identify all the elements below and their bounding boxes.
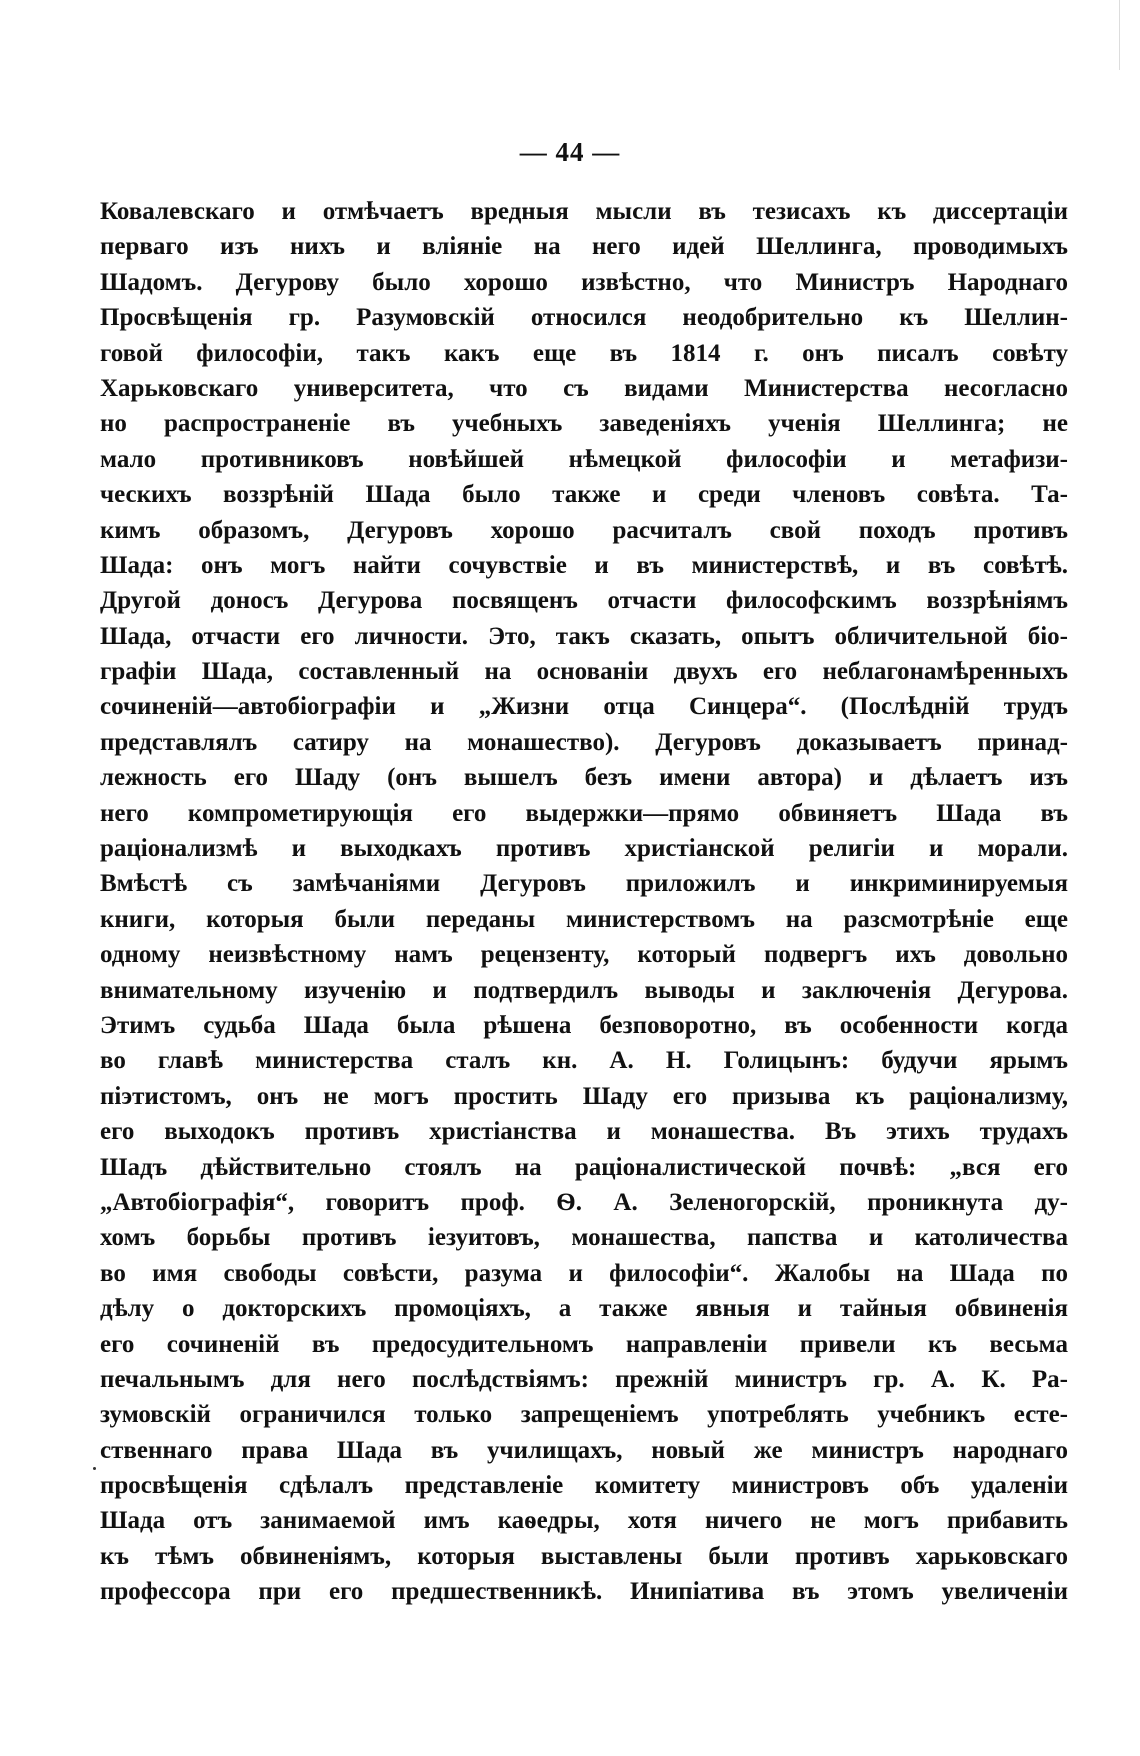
text-line: Шада: онъ могъ найти сочувствіе и въ министерствѣ, и въ совѣтѣ. (100, 551, 1068, 579)
text-line: Вмѣстѣ съ замѣчаніями Дегуровъ приложилъ и инкриминируемыя (100, 870, 1068, 898)
page-number: — 44 — (519, 137, 621, 167)
text-line: Шада отъ занимаемой имъ каѳедры, хотя ничего не могъ прибавить (100, 1507, 1068, 1535)
text-line: Другой доносъ Дегурова посвященъ отчасти философскимъ воззрѣніямъ (100, 587, 1068, 615)
text-line: во имя свободы совѣсти, разума и философіи“. Жалобы на Шада по (100, 1259, 1068, 1287)
text-line: лежность его Шаду (онъ вышелъ безъ имени автора) и дѣлаетъ изъ (100, 764, 1068, 792)
text-line: его выходокъ противъ христіанства и монашества. Въ этихъ трудахъ (100, 1118, 1068, 1146)
text-line: „Автобіографія“, говоритъ проф. Ѳ. А. Зеленогорскій, проникнута ду- (100, 1188, 1068, 1216)
text-line: сочиненій—автобіографіи и „Жизни отца Синцера“. (Послѣдній трудъ (100, 693, 1068, 721)
text-line: просвѣщенія сдѣлалъ представленіе комитету министровъ объ удаленіи (100, 1472, 1068, 1500)
text-line: къ тѣмъ обвиненіямъ, которыя выставлены были противъ харьковскаго (100, 1542, 1068, 1570)
body-text (100, 194, 1068, 1610)
text-line: его сочиненій въ предосудительномъ направленіи привели къ весьма (100, 1330, 1068, 1358)
text-line: Шадомъ. Дегурову было хорошо извѣстно, что Министръ Народнаго (100, 268, 1068, 296)
text-line: хомъ борьбы противъ іезуитовъ, монашества, папства и католичества (100, 1224, 1068, 1252)
text-line: Харьковскаго университета, что съ видами Министерства несогласно (100, 374, 1068, 402)
text-line: книги, которыя были переданы министерствомъ на разсмотрѣніе еще (100, 905, 1068, 933)
text-line: Ковалевскаго и отмѣчаетъ вредныя мысли въ тезисахъ къ диссертаціи (100, 198, 1068, 225)
text-line: перваго изъ нихъ и вліяніе на него идей Шеллинга, проводимыхъ (100, 233, 1068, 261)
text-line: ческихъ воззрѣній Шада было также и среди членовъ совѣта. Та- (100, 481, 1068, 509)
text-line: Шада, отчасти его личности. Это, такъ сказать, опытъ обличительной біо- (100, 622, 1068, 650)
text-line: внимательному изученію и подтвердилъ выводы и заключенія Дегурова. (100, 976, 1068, 1004)
text-line: графіи Шада, составленный на основаніи двухъ его неблагонамѣренныхъ (100, 658, 1068, 686)
text-line: раціонализмѣ и выходкахъ противъ христіанской религіи и морали. (100, 835, 1068, 863)
text-line: него компрометирующія его выдержки—прямо обвиняетъ Шада въ (100, 799, 1068, 827)
text-line: піэтистомъ, онъ не могъ простить Шаду его призыва къ раціонализму, (100, 1082, 1068, 1110)
text-line: во главѣ министерства сталъ кн. А. Н. Голицынъ: будучи ярымъ (100, 1047, 1068, 1075)
text-line: Шадъ дѣйствительно стоялъ на раціоналистической почвѣ: „вся его (100, 1153, 1068, 1181)
text-line: ственнаго права Шада въ училищахъ, новый же министръ народнаго (100, 1436, 1068, 1464)
text-line: одному неизвѣстному намъ рецензенту, который подвергъ ихъ довольно (100, 941, 1068, 969)
text-line: Просвѣщенія гр. Разумовскій относился неодобрительно къ Шеллин- (100, 304, 1068, 332)
text-line: кимъ образомъ, Дегуровъ хорошо расчиталъ свой походъ противъ (100, 516, 1068, 544)
text-line: дѣлу о докторскихъ промоціяхъ, а также явныя и тайныя обвиненія (100, 1295, 1068, 1323)
text-line: Этимъ судьба Шада была рѣшена безповоротно, въ особенности когда (100, 1011, 1068, 1039)
stray-mark (93, 1467, 96, 1470)
text-line: говой философіи, такъ какъ еще въ 1814 г. онъ писалъ совѣту (100, 339, 1068, 367)
text-line: печальнымъ для него послѣдствіямъ: прежній министръ гр. А. К. Ра- (100, 1365, 1068, 1393)
text-line: мало противниковъ новѣйшей нѣмецкой философіи и метафизи- (100, 445, 1068, 473)
text-line: представлялъ сатиру на монашество). Дегуровъ доказываетъ принад- (100, 728, 1068, 756)
text-line: профессора при его предшественникѣ. Инипіатива въ этомъ увеличеніи (100, 1578, 1068, 1606)
scan-edge-mark (1119, 0, 1120, 70)
text-line: но распространеніе въ учебныхъ заведеніяхъ ученія Шеллинга; не (100, 410, 1068, 438)
text-line: зумовскій ограничился только запрещеніемъ употреблять учебникъ есте- (100, 1401, 1068, 1429)
